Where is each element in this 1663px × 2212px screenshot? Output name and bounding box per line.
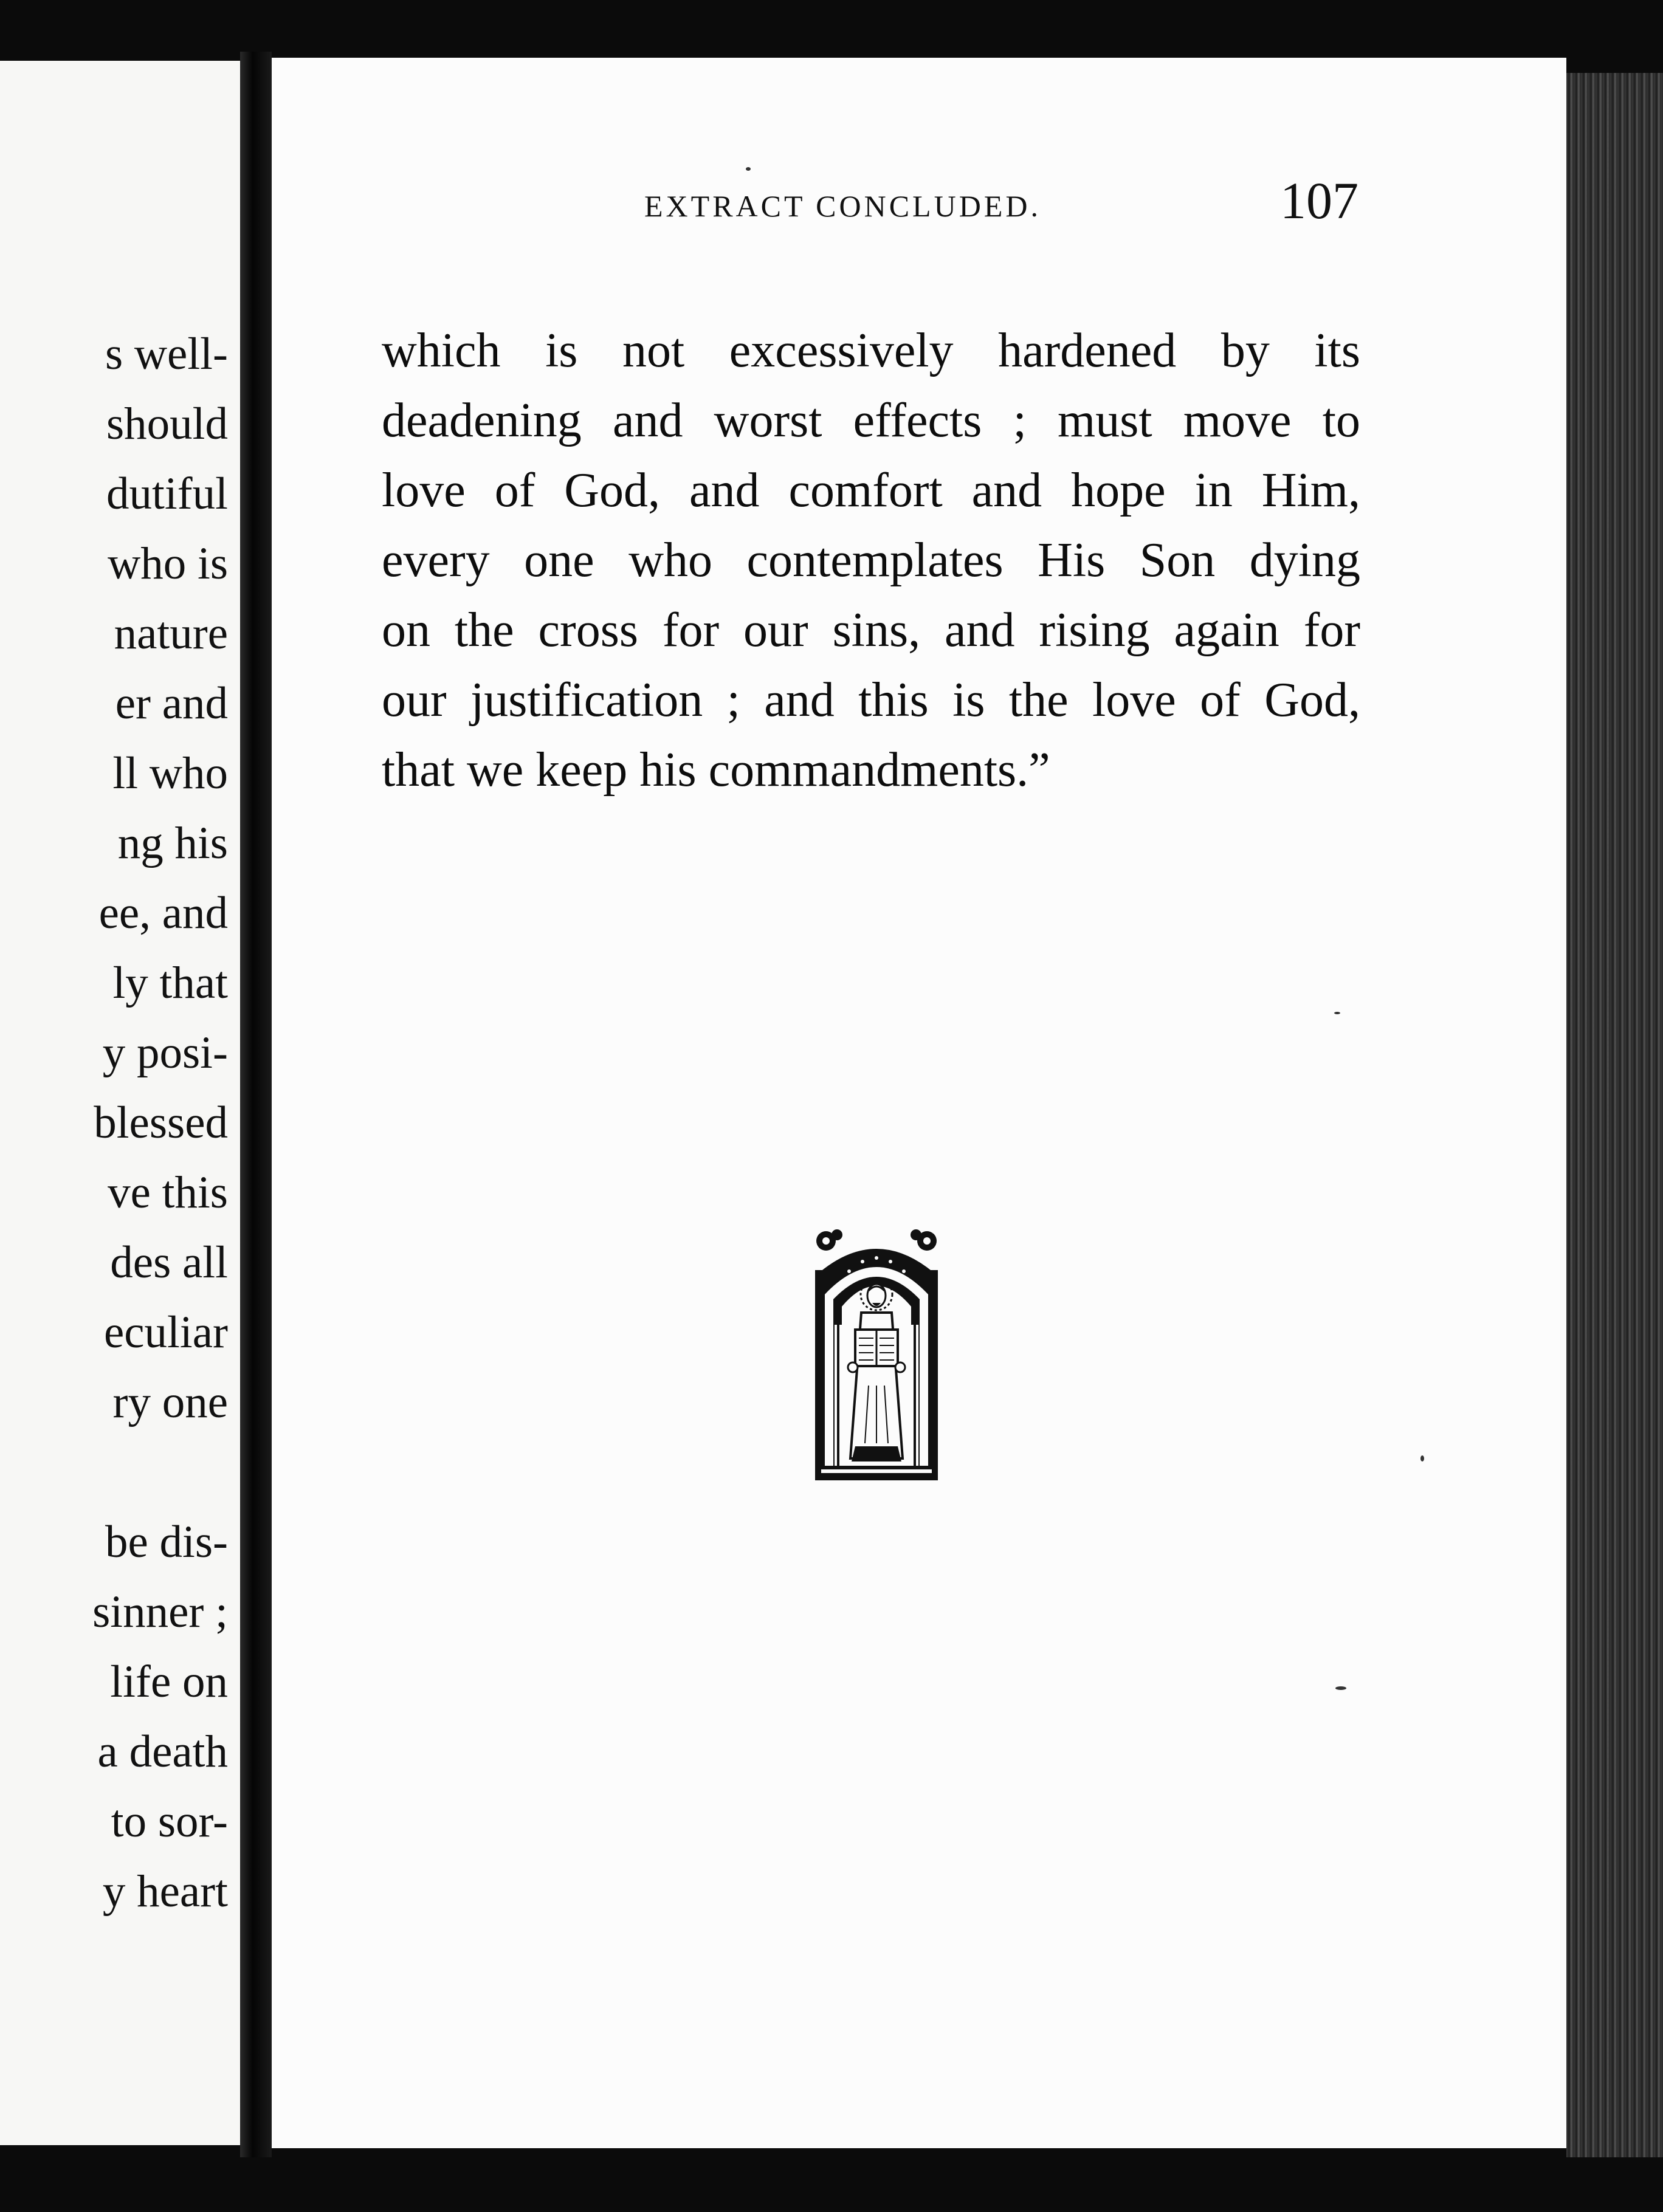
- facing-line: des all: [110, 1237, 228, 1288]
- text-line: deadening and worst effects ; must move to: [382, 394, 1360, 447]
- facing-line: ng his: [117, 818, 228, 868]
- facing-line: who is: [108, 538, 228, 589]
- facing-line: ly that: [112, 958, 228, 1008]
- page-edges: [1566, 73, 1663, 2157]
- facing-line: should: [106, 399, 228, 449]
- facing-line: dutiful: [106, 469, 228, 519]
- running-title: EXTRACT CONCLUDED.: [644, 189, 1041, 223]
- facing-line: to sor-: [111, 1796, 228, 1847]
- text-line: every one who contemplates His Son dying: [382, 534, 1360, 587]
- paper-speck: [1420, 1455, 1424, 1461]
- paper-speck: [1335, 1686, 1346, 1690]
- facing-line: er and: [115, 678, 228, 729]
- book-gutter: [240, 52, 272, 2157]
- facing-page: [0, 61, 240, 2145]
- facing-page-text: [0, 319, 228, 1926]
- facing-line: a death: [97, 1726, 228, 1777]
- facing-line: s well-: [105, 329, 228, 379]
- facing-line: eculiar: [103, 1307, 228, 1358]
- facing-line: be dis-: [105, 1517, 228, 1567]
- paper-speck: [1334, 1012, 1340, 1014]
- facing-line: y heart: [102, 1866, 228, 1917]
- text-line: which is not excessively hardened by its: [382, 324, 1360, 377]
- facing-line: blessed: [94, 1097, 228, 1148]
- paragraph-gap: [0, 1437, 228, 1507]
- body-text: [382, 316, 1360, 805]
- facing-line: nature: [114, 608, 228, 659]
- text-line: love of God, and comfort and hope in Him,: [382, 464, 1360, 517]
- text-line: on the cross for our sins, and rising again for: [382, 603, 1360, 657]
- text-line: that we keep his commandments.”: [382, 743, 1050, 797]
- text-line: our justification ; and this is the love of God,: [382, 673, 1360, 727]
- facing-line: ee, and: [98, 888, 228, 938]
- facing-line: life on: [110, 1657, 228, 1707]
- page-number: 107: [1280, 171, 1358, 230]
- facing-line: ll who: [112, 748, 228, 799]
- facing-line: y posi-: [102, 1028, 228, 1078]
- facing-line: ve this: [108, 1167, 228, 1218]
- running-head: [374, 170, 1358, 255]
- saint-in-gothic-niche-icon: [813, 1228, 940, 1483]
- facing-line: ry one: [112, 1377, 228, 1427]
- facing-line: sinner ;: [92, 1587, 228, 1637]
